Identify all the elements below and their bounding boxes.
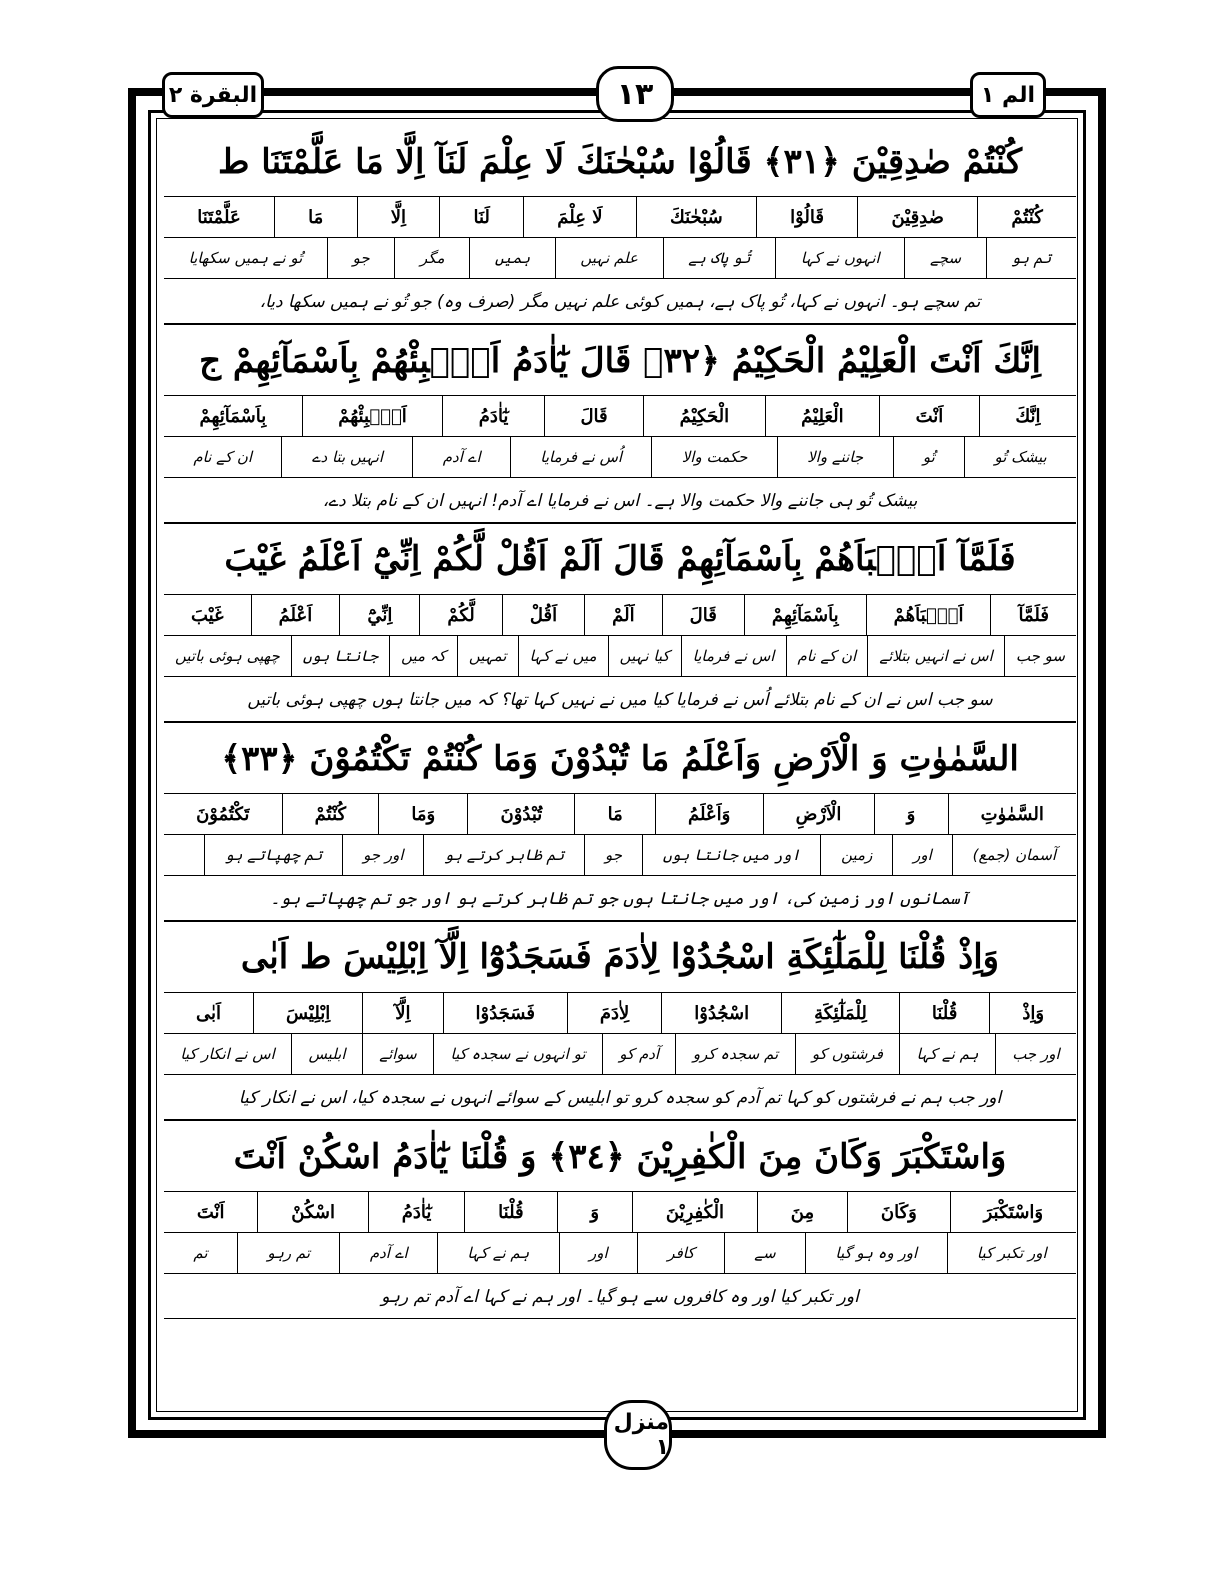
word-cell: يٰٓاٰدَمُ (442, 396, 544, 436)
meaning-cell: تو انہوں نے سجدہ کیا (433, 1034, 602, 1074)
word-cell: كُنْتُمْ (977, 197, 1076, 237)
verse-text: وَاسْتَكْبَرَ وَكَانَ مِنَ الْكٰفِرِيْنَ ﴿٣٤﴾ وَ قُلْنَا يٰٓاٰدَمُ اسْكُنْ اَنْتَ (164, 1121, 1076, 1192)
meaning-cell: جو (584, 835, 642, 875)
word-cell: مِنَ (757, 1192, 847, 1232)
meaning-cell (164, 835, 204, 875)
meaning-cell: حکمت والا (651, 437, 776, 477)
word-cell: الْاَرْضِ (763, 794, 874, 834)
word-cell: اِلَّآ (362, 993, 442, 1033)
word-cell: اَنْۢبِئْهُمْ (302, 396, 443, 436)
meaning-cell: اور جو (342, 835, 423, 875)
meaning-cell: مگر (394, 238, 469, 278)
verse-block (164, 723, 1076, 922)
word-cell: قَالُوْا (756, 197, 857, 237)
meaning-cell: ابلیس (291, 1034, 362, 1074)
word-cell: وَاسْتَكْبَرَ (950, 1192, 1076, 1232)
meaning-cell: میں نے کہا (518, 636, 608, 676)
word-cell: قُلْنَا (899, 993, 989, 1033)
meaning-cell: جانتا ہوں (291, 636, 389, 676)
word-cell: الْعَلِيْمُ (765, 396, 880, 436)
word-cell: الْحَكِيْمُ (643, 396, 764, 436)
word-cell: وَاِذْ (989, 993, 1076, 1033)
word-cell: يٰٓاٰدَمُ (368, 1192, 464, 1232)
word-cell: اَبٰى (195, 1002, 221, 1024)
word-cell: اِبْلِيْسَ (253, 993, 362, 1033)
meaning-cell: تم ظاہر کرتے ہو (423, 835, 584, 875)
verse-text: وَاِذْ قُلْنَا لِلْمَلٰٓئِكَةِ اسْجُدُوْا لِاٰدَمَ فَسَجَدُوْٓا اِلَّآ اِبْلِيْسَ ط اَبٰى (164, 922, 1076, 993)
word-row (164, 993, 1076, 1034)
word-cell: اِنَّكَ (979, 396, 1076, 436)
word-cell: لِلْمَلٰٓئِكَةِ (781, 993, 899, 1033)
word-cell: تُبْدُوْنَ (467, 794, 574, 834)
meaning-cell: سے (724, 1233, 805, 1273)
meaning-cell: اور وہ ہو گیا (805, 1233, 947, 1273)
word-cell: وَ (557, 1192, 632, 1232)
meaning-cell: فرشتوں کو (795, 1034, 900, 1074)
word-cell: السَّمٰوٰتِ (948, 794, 1076, 834)
word-cell: بِاَسْمَآئِهِمْ (199, 405, 267, 427)
verse-block (164, 325, 1076, 524)
word-cell: وَاَعْلَمُ (655, 794, 763, 834)
word-cell: لَا عِلْمَ (523, 197, 636, 237)
meaning-cell: تمہیں (457, 636, 518, 676)
meaning-cell: اور میں جانتا ہوں (642, 835, 820, 875)
verse-text: فَلَمَّآ اَنْۢبَاَهُمْ بِاَسْمَآئِهِمْ قَالَ اَلَمْ اَقُلْ لَّكُمْ اِنِّيْٓ اَعْلَمُ غَيْبَ (164, 524, 1076, 595)
word-cell: اِنِّيْٓ (339, 595, 419, 635)
word-cell: قَالَ (544, 396, 643, 436)
word-cell: وَ (874, 794, 948, 834)
word-row (164, 595, 1076, 636)
word-cell: غَيْبَ (191, 604, 224, 626)
meaning-cell: اس نے انہیں بتلائے (867, 636, 1004, 676)
meaning-cell: تم سجدہ کرو (675, 1034, 794, 1074)
word-cell: لَنَا (439, 197, 523, 237)
word-cell: الْكٰفِرِيْنَ (632, 1192, 757, 1232)
meaning-cell: جاننے والا (777, 437, 893, 477)
meaning-cell: ہم نے کہا (437, 1233, 559, 1273)
translation-text: اور تکبر کیا اور وہ کافروں سے ہو گیا۔ اور ہم نے کہا اے آدم تم رہو (381, 1286, 859, 1307)
meaning-cell: ان کے نام (786, 636, 868, 676)
meaning-cell: آدم کو (602, 1034, 676, 1074)
meaning-cell: سچے (904, 238, 985, 278)
page-content (164, 126, 1076, 1319)
meaning-cell: اس نے فرمایا (681, 636, 786, 676)
meaning-cell: اُس نے فرمایا (510, 437, 651, 477)
meaning-cell: اے آدم (339, 1233, 437, 1273)
word-cell: صٰدِقِيْنَ (857, 197, 977, 237)
meaning-cell: زمین (820, 835, 892, 875)
verse-block (164, 126, 1076, 325)
meaning-row (164, 238, 1076, 279)
meaning-cell: انہوں نے کہا (775, 238, 904, 278)
meaning-cell: علم نہیں (555, 238, 663, 278)
word-cell: بِاَسْمَآئِهِمْ (744, 595, 866, 635)
word-cell: سُبْحٰنَكَ (636, 197, 756, 237)
word-cell: وَمَا (378, 794, 467, 834)
word-row (164, 396, 1076, 437)
meaning-cell: جو (327, 238, 394, 278)
meaning-cell: تم ہو (986, 238, 1076, 278)
meaning-cell: ہم نے کہا (899, 1034, 995, 1074)
meaning-row (164, 1233, 1076, 1274)
page-number: ١٣ (596, 66, 674, 122)
word-cell: لَّكُمْ (419, 595, 501, 635)
word-cell: اَقُلْ (502, 595, 584, 635)
word-cell: اَنْتَ (879, 396, 979, 436)
juz-label: الم ١ (970, 72, 1046, 118)
verse-block (164, 922, 1076, 1121)
word-cell: قَالَ (662, 595, 744, 635)
meaning-cell: آسمان (جمع) (952, 835, 1076, 875)
word-cell: عَلَّمْتَنَا (197, 206, 241, 228)
word-cell: قُلْنَا (464, 1192, 556, 1232)
manzil-label: منزل ١ (604, 1400, 672, 1470)
meaning-cell: تم چھپاتے ہو (204, 835, 342, 875)
word-cell: اِلَّا (357, 197, 440, 237)
word-row (164, 1192, 1076, 1233)
word-cell: لِاٰدَمَ (567, 993, 661, 1033)
word-cell: اسْجُدُوْا (661, 993, 781, 1033)
meaning-cell: بیشک تُو (964, 437, 1076, 477)
word-cell: كُنْتُمْ (282, 794, 379, 834)
meaning-row (164, 636, 1076, 677)
meaning-cell: اور (892, 835, 952, 875)
word-cell: فَسَجَدُوْا (443, 993, 567, 1033)
meaning-cell: کیا نہیں (608, 636, 681, 676)
translation-text: بیشک تُو ہی جاننے والا حکمت والا ہے۔ اس نے فرمایا اے آدم! انہیں ان کے نام بتلا دے، (164, 478, 1076, 523)
verse-text: اِنَّكَ اَنْتَ الْعَلِيْمُ الْحَكِيْمُ ﴿٣٢﴾ قَالَ يٰٓاٰدَمُ اَنْۢبِئْهُمْ بِاَسْمَآئِهِمْ ج (164, 325, 1076, 396)
word-cell: اَنْۢبَاَهُمْ (866, 595, 991, 635)
meaning-cell: اے آدم (412, 437, 510, 477)
verse-block (164, 524, 1076, 723)
meaning-cell: تُو پاک ہے (663, 238, 776, 278)
translation-text: آسمانوں اور زمین کی، اور میں جانتا ہوں جو تم ظاہر کرتے ہو اور جو تم چھپاتے ہو۔ (164, 876, 1076, 921)
meaning-cell: اس نے انکار کیا (180, 1045, 275, 1063)
word-cell: اَنْتَ (196, 1201, 225, 1223)
verse-text: كُنْتُمْ صٰدِقِيْنَ ﴿٣١﴾ قَالُوْا سُبْحٰنَكَ لَا عِلْمَ لَنَآ اِلَّا مَا عَلَّمْتَنَا ط (164, 126, 1076, 197)
word-cell: اسْكُنْ (257, 1192, 367, 1232)
meaning-row (164, 1034, 1076, 1075)
translation-text: اور جب ہم نے فرشتوں کو کہا تم آدم کو سجدہ کرو تو ابلیس کے سوائے انہوں نے سجدہ کیا، اس نے انکار کیا (164, 1075, 1076, 1120)
meaning-cell: کہ میں (389, 636, 457, 676)
surah-label: البقرة ٢ (162, 72, 264, 118)
meaning-cell: ہمیں (469, 238, 554, 278)
meaning-row (164, 835, 1076, 876)
meaning-cell: انہیں بتا دے (281, 437, 412, 477)
word-cell: مَا (274, 197, 357, 237)
meaning-cell: تم رہو (237, 1233, 339, 1273)
verse-text: السَّمٰوٰتِ وَ الْاَرْضِ وَاَعْلَمُ مَا تُبْدُوْنَ وَمَا كُنْتُمْ تَكْتُمُوْنَ ﴿٣٣﴾ (164, 723, 1076, 794)
word-row (164, 794, 1076, 835)
translation-text: تم سچے ہو۔ انہوں نے کہا، تُو پاک ہے، ہمیں کوئی علم نہیں مگر (صرف وہ) جو تُو نے ہمیں سکھا دیا، (164, 279, 1076, 324)
word-cell: مَا (574, 794, 654, 834)
meaning-cell: اور تکبر کیا (947, 1233, 1076, 1273)
word-cell: وَكَانَ (847, 1192, 950, 1232)
meaning-cell: سو جب (1004, 636, 1076, 676)
meaning-cell: ان کے نام (193, 448, 253, 466)
word-cell: اَلَمْ (584, 595, 662, 635)
word-cell: تَكْتُمُوْنَ (196, 803, 250, 825)
meaning-cell: چھپی ہوئی باتیں (174, 647, 280, 665)
translation-text: سو جب اس نے ان کے نام بتلائے اُس نے فرمایا کیا میں نے نہیں کہا تھا؟ کہ میں جانتا ہوں چھپی ہوئی باتیں (164, 677, 1076, 722)
meaning-row (164, 437, 1076, 478)
meaning-cell: تُو نے ہمیں سکھایا (188, 249, 303, 267)
meaning-cell: سوائے (362, 1034, 433, 1074)
word-cell: فَلَمَّآ (990, 595, 1076, 635)
meaning-cell: اور جب (995, 1034, 1076, 1074)
meaning-cell: تُو (893, 437, 965, 477)
meaning-cell: کافر (637, 1233, 724, 1273)
word-cell: اَعْلَمُ (251, 595, 340, 635)
verse-block (164, 1121, 1076, 1319)
word-row (164, 197, 1076, 238)
meaning-cell: اور (559, 1233, 637, 1273)
meaning-cell: تم (193, 1244, 208, 1262)
